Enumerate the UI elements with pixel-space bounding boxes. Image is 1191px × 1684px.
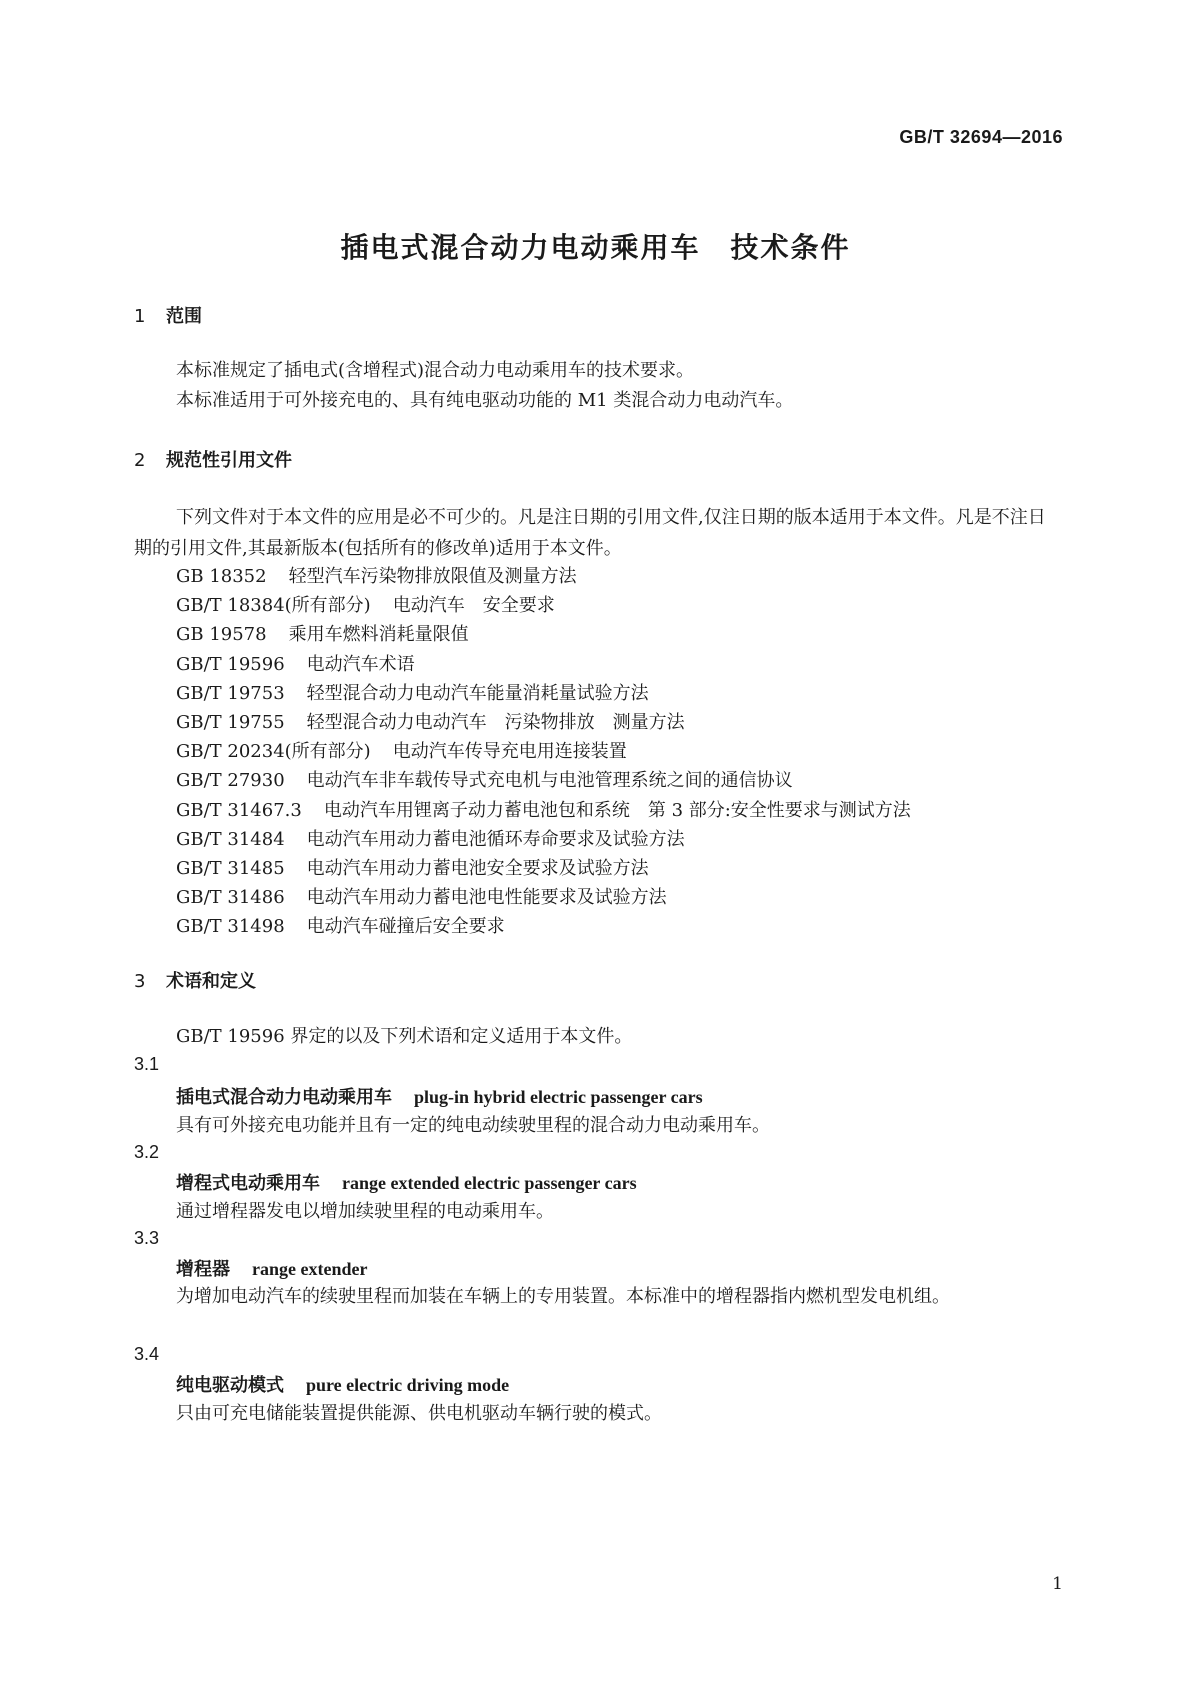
reference-item xyxy=(176,679,649,705)
reference-code: GB/T 31485 xyxy=(176,858,285,879)
reference-code: GB/T 31486 xyxy=(176,887,285,909)
reference-name: 电动汽车用锂离子动力蓄电池包和系统 第 3 部分:安全性要求与测试方法 xyxy=(323,799,911,821)
section-heading-scope xyxy=(134,302,202,328)
section-title: 规范性引用文件 xyxy=(166,450,292,471)
term-title xyxy=(176,1371,509,1397)
term-en: range extended electric passenger cars xyxy=(342,1173,637,1193)
reference-name: 乘用车燃料消耗量限值 xyxy=(288,624,469,646)
term-title xyxy=(176,1255,367,1281)
reference-code: GB/T 19755 xyxy=(176,712,285,733)
term-zh: 插电式混合动力电动乘用车 xyxy=(176,1087,392,1108)
reference-item xyxy=(176,912,505,938)
term-en: plug-in hybrid electric passenger cars xyxy=(414,1087,703,1107)
reference-name: 电动汽车非车载传导式充电机与电池管理系统之间的通信协议 xyxy=(306,770,793,792)
reference-name: 电动汽车碰撞后安全要求 xyxy=(306,916,505,938)
reference-name: 电动汽车用动力蓄电池电性能要求及试验方法 xyxy=(306,887,667,909)
reference-item xyxy=(176,650,415,676)
reference-code: GB/T 19596 xyxy=(176,653,285,675)
term-number: 3.3 xyxy=(134,1228,160,1248)
reference-name: 电动汽车 安全要求 xyxy=(392,595,555,617)
reference-name: 轻型混合动力电动汽车能量消耗量试验方法 xyxy=(306,682,649,704)
term-number: 3.2 xyxy=(134,1142,160,1162)
standard-code: GB/T 32694—2016 xyxy=(899,127,1063,147)
paragraph: 下列文件对于本文件的应用是必不可少的。凡是注日期的引用文件,仅注日期的版本适用于本文件。凡是不注日期的引用文件,其最新版本(包括所有的修改单)适用于本文件。 xyxy=(134,507,1046,559)
reference-name: 电动汽车传导充电用连接装置 xyxy=(392,741,627,763)
term-title xyxy=(176,1083,703,1109)
paragraph: 本标准规定了插电式(含增程式)混合动力电动乘用车的技术要求。 xyxy=(176,360,695,381)
paragraph: 本标准适用于可外接充电的、具有纯电驱动功能的 M1 类混合动力电动汽车。 xyxy=(176,390,794,411)
reference-code: GB/T 20234(所有部分) xyxy=(176,741,371,763)
term-number: 3.4 xyxy=(134,1344,160,1364)
reference-item xyxy=(176,883,667,909)
reference-item xyxy=(176,737,627,763)
reference-item xyxy=(176,708,685,734)
reference-code: GB/T 31467.3 xyxy=(176,799,302,821)
section-number: 2 xyxy=(134,450,146,471)
reference-name: 轻型汽车污染物排放限值及测量方法 xyxy=(288,566,577,587)
term-definition: 只由可充电储能装置提供能源、供电机驱动车辆行驶的模式。 xyxy=(176,1403,662,1424)
reference-code: GB/T 27930 xyxy=(176,770,285,792)
reference-item xyxy=(176,766,793,792)
section-heading-normative-references xyxy=(134,446,292,472)
section-number: 3 xyxy=(134,971,146,992)
section-title: 范围 xyxy=(166,306,202,327)
reference-name: 电动汽车用动力蓄电池循环寿命要求及试验方法 xyxy=(306,828,685,850)
section-number: 1 xyxy=(134,306,146,327)
reference-name: 电动汽车术语 xyxy=(306,653,415,675)
reference-code: GB 18352 xyxy=(176,566,267,587)
term-zh: 增程式电动乘用车 xyxy=(176,1173,320,1194)
reference-code: GB/T 31484 xyxy=(176,828,285,850)
term-definition: 通过增程器发电以增加续驶里程的电动乘用车。 xyxy=(176,1201,554,1222)
term-en: pure electric driving mode xyxy=(306,1375,510,1395)
reference-name: 轻型混合动力电动汽车 污染物排放 测量方法 xyxy=(306,712,685,733)
reference-code: GB/T 19753 xyxy=(176,682,285,704)
reference-item xyxy=(176,562,577,588)
reference-item xyxy=(176,796,911,822)
paragraph: GB/T 19596 界定的以及下列术语和定义适用于本文件。 xyxy=(176,1026,633,1047)
reference-code: GB/T 31498 xyxy=(176,916,285,938)
reference-code: GB/T 18384(所有部分) xyxy=(176,595,371,617)
term-en: range extender xyxy=(252,1259,368,1279)
reference-item xyxy=(176,620,469,646)
term-zh: 纯电驱动模式 xyxy=(176,1375,284,1396)
term-number: 3.1 xyxy=(134,1054,160,1074)
term-definition: 为增加电动汽车的续驶里程而加装在车辆上的专用装置。本标准中的增程器指内燃机型发电机组。 xyxy=(176,1286,950,1307)
page-number: 1 xyxy=(1052,1574,1063,1594)
section-title: 术语和定义 xyxy=(166,971,256,992)
reference-code: GB 19578 xyxy=(176,624,267,646)
term-title xyxy=(176,1169,637,1195)
reference-item xyxy=(176,825,685,851)
term-zh: 增程器 xyxy=(176,1259,230,1280)
reference-item xyxy=(176,591,555,617)
document-title: 插电式混合动力电动乘用车 技术条件 xyxy=(340,231,851,264)
section-heading-terms xyxy=(134,967,256,993)
reference-item xyxy=(176,854,649,880)
term-definition: 具有可外接充电功能并且有一定的纯电动续驶里程的混合动力电动乘用车。 xyxy=(176,1115,770,1136)
reference-name: 电动汽车用动力蓄电池安全要求及试验方法 xyxy=(306,858,649,879)
